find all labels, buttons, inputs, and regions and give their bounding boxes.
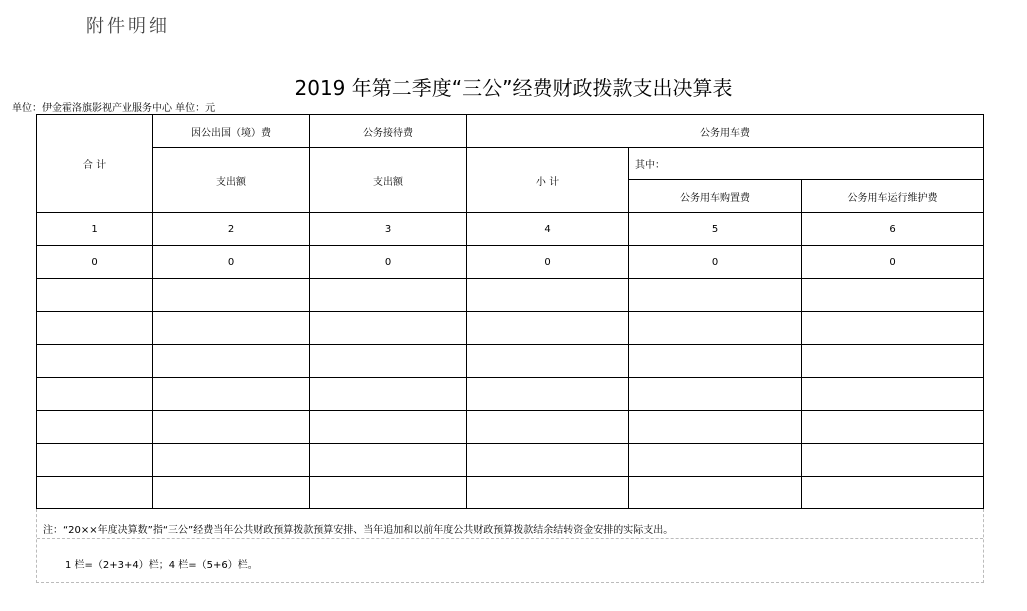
empty-cell [802, 411, 984, 444]
empty-cell [37, 477, 153, 509]
column-number-cell: 6 [802, 213, 984, 246]
empty-row [37, 444, 984, 477]
column-number-cell: 3 [310, 213, 467, 246]
empty-cell [802, 378, 984, 411]
empty-cell [802, 312, 984, 345]
empty-cell [153, 279, 310, 312]
empty-cell [802, 444, 984, 477]
empty-cell [629, 345, 802, 378]
empty-cell [467, 345, 629, 378]
empty-cell [153, 312, 310, 345]
empty-cell [37, 411, 153, 444]
empty-cell [629, 279, 802, 312]
empty-cell [467, 411, 629, 444]
column-number-cell: 4 [467, 213, 629, 246]
empty-cell [153, 345, 310, 378]
empty-cell [310, 411, 467, 444]
empty-cell [37, 345, 153, 378]
empty-cell [629, 312, 802, 345]
empty-cell [802, 279, 984, 312]
empty-row [37, 312, 984, 345]
empty-cell [467, 477, 629, 509]
value-cell: 0 [629, 246, 802, 279]
empty-cell [37, 279, 153, 312]
header-reception: 公务接待费 [310, 115, 467, 148]
note-divider [37, 538, 983, 539]
empty-cell [802, 477, 984, 509]
header-expense-abroad: 支出额 [153, 148, 310, 213]
empty-cell [310, 444, 467, 477]
empty-cell [37, 378, 153, 411]
value-cell: 0 [467, 246, 629, 279]
value-cell: 0 [310, 246, 467, 279]
empty-cell [153, 444, 310, 477]
header-expense-reception: 支出额 [310, 148, 467, 213]
page-title: 2019 年第二季度“三公”经费财政拨款支出决算表 [294, 76, 733, 100]
empty-cell [310, 345, 467, 378]
value-row [37, 246, 984, 279]
empty-cell [37, 312, 153, 345]
empty-cell [153, 378, 310, 411]
empty-cell [467, 378, 629, 411]
note-definition: 注：“20××年度决算数”指“三公”经费当年公共财政预算拨款预算安排、当年追加和以前年度公共财政预算拨款结余结转资金安排的实际支出。 [43, 525, 674, 536]
column-number-cell: 2 [153, 213, 310, 246]
empty-cell [310, 378, 467, 411]
empty-cell [310, 279, 467, 312]
note-formula: 1 栏=（2+3+4）栏；4 栏=（5+6）栏。 [65, 560, 258, 571]
empty-cell [153, 477, 310, 509]
column-number-cell: 5 [629, 213, 802, 246]
empty-cell [37, 444, 153, 477]
empty-cell [467, 279, 629, 312]
header-vehicle-operation: 公务用车运行维护费 [802, 180, 984, 213]
unit-line: 单位：伊金霍洛旗影视产业服务中心 单位：元 [12, 103, 216, 114]
notes-section [36, 509, 984, 583]
empty-row [37, 411, 984, 444]
empty-cell [153, 411, 310, 444]
empty-cell [467, 312, 629, 345]
header-subtotal: 小 计 [467, 148, 629, 213]
expenditure-table [36, 114, 984, 509]
header-vehicle-purchase: 公务用车购置费 [629, 180, 802, 213]
attachment-label: 附件明细 [86, 16, 170, 37]
column-number-cell: 1 [37, 213, 153, 246]
empty-cell [802, 345, 984, 378]
header-abroad: 因公出国（境）费 [153, 115, 310, 148]
empty-row [37, 345, 984, 378]
value-cell: 0 [802, 246, 984, 279]
empty-cell [467, 444, 629, 477]
header-vehicle: 公务用车费 [467, 115, 984, 148]
empty-row [37, 378, 984, 411]
empty-cell [629, 444, 802, 477]
header-total: 合 计 [37, 115, 153, 213]
empty-row [37, 279, 984, 312]
column-number-row [37, 213, 984, 246]
empty-cell [310, 312, 467, 345]
header-of-which: 其中： [629, 148, 984, 180]
empty-cell [310, 477, 467, 509]
value-cell: 0 [153, 246, 310, 279]
empty-cell [629, 477, 802, 509]
value-cell: 0 [37, 246, 153, 279]
empty-cell [629, 378, 802, 411]
empty-cell [629, 411, 802, 444]
empty-row [37, 477, 984, 509]
